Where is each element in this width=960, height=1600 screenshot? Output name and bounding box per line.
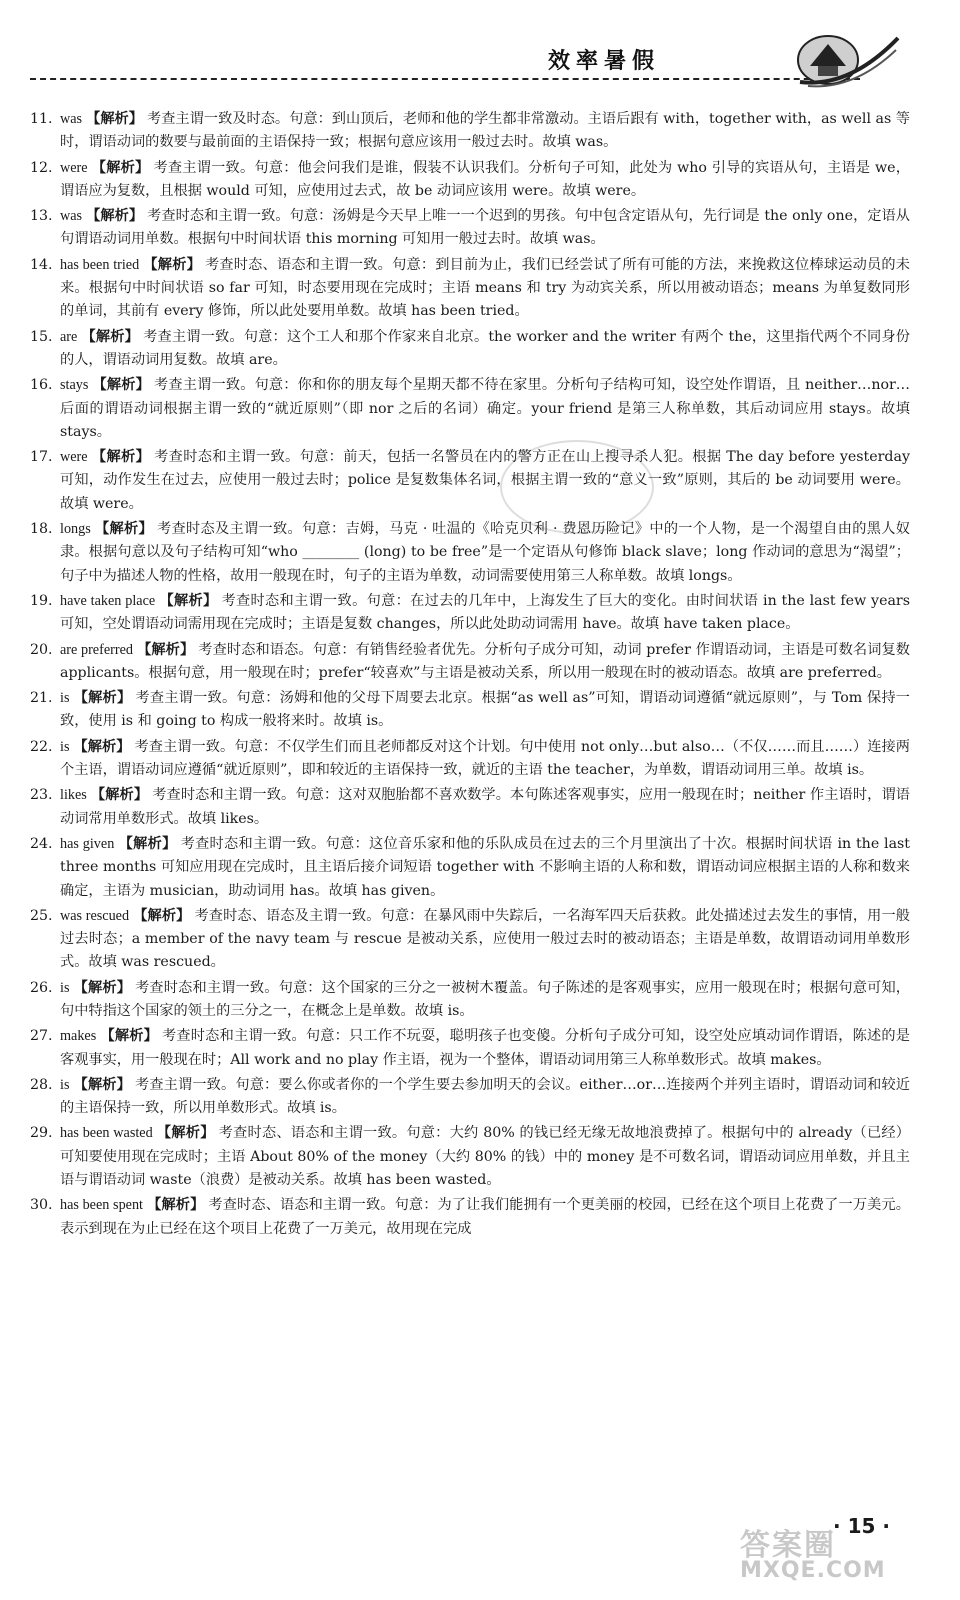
entry-answer: are: [60, 328, 78, 345]
entry-body: [60, 108, 910, 155]
entry-explanation: 考查时态和主谓一致。句意：汤姆是今天早上唯一一个迟到的男孩。句中包含定语从句，先行词是 the only one，定语从句谓语动词用单数。根据句中时间状语 this morning 可知用一般过去时。故填 was。: [60, 208, 910, 248]
answer-entry: [30, 254, 910, 324]
answer-entry: [30, 736, 910, 783]
analysis-tag: 【解析】: [86, 111, 143, 127]
analysis-tag: 【解析】: [147, 1197, 205, 1214]
entry-answer: was: [60, 111, 83, 127]
entry-explanation: 考查时态、语态和主谓一致。句意：大约 80% 的钱已经无缘无故地浪费掉了。根据句中的 already（已经）可知要使用现在完成时；主语 About 80% of the money（大约 80% 的钱）中的 money 是不可数名词，谓语动词应用单数，并且主语与谓语动词 waste（浪费）是被动关系。故填 has been wasted。: [60, 1125, 910, 1189]
entry-number: 28.: [30, 1076, 53, 1093]
analysis-tag: 【解析】: [133, 907, 191, 924]
entry-number: 15.: [30, 328, 53, 345]
answer-list: [30, 108, 910, 1243]
analysis-tag: 【解析】: [136, 641, 195, 658]
entry-explanation: 考查时态及主谓一致。句意：吉姆，马克 · 吐温的《哈克贝利 · 费恩历险记》中的一个人物，是一个渴望自由的黑人奴隶。根据句意以及句子结构可知“who ________ (long) to be free”是一个定语从句修饰 black slave；long 作动词的意思为“渴望”；句子中为描述人物的性格，故用一般现在时，句子的主语为单数，动词需要使用第三人称单数。故填 longs。: [60, 521, 910, 584]
answer-entry: [30, 205, 910, 252]
entry-number: 19.: [30, 592, 53, 609]
entry-body: [60, 374, 910, 444]
entry-body: [60, 205, 910, 252]
entry-explanation: 考查主谓一致。句意：汤姆和他的父母下周要去北京。根据“as well as”可知，谓语动词遵循“就远原则”，与 Tom 保持一致，使用 is 和 going to 构成一般将来时。故填 is。: [60, 690, 910, 730]
entry-answer: makes: [60, 1028, 97, 1045]
entry-answer: were: [60, 449, 88, 466]
entry-number: 24.: [30, 835, 53, 852]
analysis-tag: 【解析】: [73, 690, 132, 707]
entry-number: 17.: [30, 449, 53, 466]
entry-answer: is: [60, 979, 70, 996]
entry-answer: has given: [60, 835, 115, 852]
entry-answer: longs: [60, 521, 91, 538]
entry-answer: have taken place: [60, 592, 156, 609]
entry-answer: was rescued: [60, 907, 130, 924]
entry-number: 30.: [30, 1197, 53, 1214]
entry-explanation: 考查主谓一致。句意：不仅学生们而且老师都反对这个计划。句中使用 not only…but also…（不仅……而且……）连接两个主语，谓语动词应遵循“就近原则”，即和较近的主语保持一致，就近的主语 the teacher，为单数，谓语动词用三单。故填 is。: [60, 738, 910, 779]
analysis-tag: 【解析】: [156, 1125, 215, 1142]
entry-explanation: 考查时态和主谓一致。句意：只工作不玩耍，聪明孩子也变傻。分析句子成分可知，设空处应填动词作谓语，陈述的是客观事实，用一般现在时；All work and no play 作主语，视为一个整体，谓语动词用第三人称单数形式。故填 makes。: [60, 1028, 910, 1068]
entry-body: [60, 446, 910, 516]
entry-body: [60, 157, 910, 204]
entry-explanation: 考查主谓一致。句意：他会问我们是谁，假装不认识我们。分析句子可知，此处为 who 引导的宾语从句，主语是 we，谓语应为复数，且根据 would 可知，应使用过去式，故 be 动词应该用 were。故填 were。: [60, 159, 910, 199]
house-logo-icon: [790, 30, 900, 90]
entry-number: 16.: [30, 377, 53, 394]
entry-body: [60, 784, 910, 831]
entry-explanation: 考查时态和主谓一致。句意：前天，包括一名警员在内的警方正在山上搜寻杀人犯。根据 The day before yesterday 可知，动作发生在过去，应使用一般过去时；police 是复数集体名词，根据主谓一致的“意义一致”原则，其后的 be 动词要用 were。故填 were。: [60, 449, 910, 512]
analysis-tag: 【解析】: [91, 159, 150, 176]
page-number: · 15 ·: [833, 1514, 890, 1538]
entry-answer: is: [60, 690, 70, 707]
entry-answer: were: [60, 159, 88, 176]
entry-explanation: 考查时态、语态和主谓一致。句意：为了让我们能拥有一个更美丽的校园，已经在这个项目上花费了一万美元。表示到现在为止已经在这个项目上花费了一万美元，故用现在完成: [60, 1197, 910, 1237]
analysis-tag: 【解析】: [81, 328, 140, 345]
watermark-en: MXQE.COM: [740, 1558, 886, 1583]
entry-explanation: 考查主谓一致及时态。句意：到山顶后，老师和他的学生都非常激动。主语后跟有 with，together with，as well as 等时，谓语动词的数要与最前面的主语保持一致；根据句意应该用一般过去时。故填 was。: [60, 111, 910, 151]
analysis-tag: 【解析】: [92, 377, 151, 394]
answer-entry: [30, 687, 910, 734]
answer-entry: [30, 590, 910, 637]
entry-number: 11.: [30, 111, 53, 127]
entry-number: 23.: [30, 787, 53, 804]
analysis-tag: 【解析】: [90, 787, 149, 804]
entry-body: [60, 1122, 910, 1192]
analysis-tag: 【解析】: [91, 449, 151, 466]
entry-number: 29.: [30, 1125, 53, 1142]
entry-body: [60, 254, 910, 324]
entry-answer: is: [60, 1076, 70, 1093]
answer-entry: [30, 326, 910, 373]
entry-explanation: 考查时态和主谓一致。句意：在过去的几年中，上海发生了巨大的变化。由时间状语 in the last few years 可知，空处谓语动词需用现在完成时；主语是复数 changes，所以此处助动词需用 have。故填 have taken place。: [60, 592, 910, 633]
header-title: 效率暑假: [548, 49, 661, 74]
analysis-tag: 【解析】: [118, 835, 177, 852]
analysis-tag: 【解析】: [73, 738, 131, 755]
entry-body: [60, 977, 910, 1024]
entry-number: 27.: [30, 1028, 53, 1045]
header-divider: [30, 78, 860, 80]
entry-explanation: 考查时态和语态。句意：有销售经验者优先。分析句子成分可知，动词 prefer 作谓语动词，主语是可数名词复数 applicants。根据句意，用一般现在时；prefer“较喜欢”与主语是被动关系，所以用一般现在时的被动语态。故填 are preferred。: [60, 641, 910, 681]
answer-entry: [30, 374, 910, 444]
entry-number: 25.: [30, 907, 53, 924]
answer-entry: [30, 446, 910, 516]
entry-body: [60, 518, 910, 588]
analysis-tag: 【解析】: [73, 1076, 131, 1093]
entry-body: [60, 1074, 910, 1121]
entry-answer: has been tried: [60, 256, 140, 273]
answer-entry: [30, 784, 910, 831]
entry-explanation: 考查主谓一致。句意：这个工人和那个作家来自北京。the worker and the writer 有两个 the，这里指代两个不同身份的人，谓语动词用复数。故填 are。: [60, 328, 910, 368]
answer-entry: [30, 1122, 910, 1192]
entry-number: 21.: [30, 690, 53, 707]
answer-entry: [30, 1074, 910, 1121]
entry-explanation: 考查时态和主谓一致。句意：这位音乐家和他的乐队成员在过去的三个月里演出了十次。根据时间状语 in the last three months 可知应用现在完成时，且主语后接介词短语 together with 不影响主语的人称和数，谓语动词应根据主语的人称和数来确定，主语为 musician，助动词用 has。故填 has given。: [60, 835, 911, 899]
analysis-tag: 【解析】: [143, 256, 201, 273]
analysis-tag: 【解析】: [86, 208, 144, 225]
entry-explanation: 考查时态和主谓一致。句意：这个国家的三分之一被树木覆盖。句子陈述的是客观事实，应用一般现在时；根据句意可知，句中特指这个国家的领土的三分之一，在概念上是单数。故填 is。: [60, 979, 910, 1019]
analysis-tag: 【解析】: [73, 979, 132, 996]
entry-body: [60, 1194, 910, 1241]
answer-entry: [30, 108, 910, 155]
entry-body: [60, 326, 910, 373]
entry-body: [60, 905, 910, 975]
entry-answer: has been spent: [60, 1197, 143, 1214]
entry-answer: stays: [60, 377, 89, 394]
entry-body: [60, 1025, 910, 1072]
entry-answer: is: [60, 738, 70, 755]
answer-entry: [30, 639, 910, 686]
entry-number: 20.: [30, 641, 53, 658]
answer-entry: [30, 157, 910, 204]
entry-body: [60, 687, 910, 734]
entry-number: 12.: [30, 159, 53, 176]
analysis-tag: 【解析】: [159, 592, 218, 609]
entry-number: 13.: [30, 208, 53, 225]
entry-number: 18.: [30, 521, 53, 538]
entry-body: [60, 639, 910, 686]
entry-answer: was: [60, 208, 83, 225]
entry-explanation: 考查时态、语态及主谓一致。句意：在暴风雨中失踪后，一名海军四天后获救。此处描述过去发生的事情，用一般过去时态；a member of the navy team 与 rescue 是被动关系，应使用一般过去时的被动语态；主语是单数，故谓语动词用单数形式。故填 was rescued。: [60, 907, 910, 971]
entry-explanation: 考查时态、语态和主谓一致。句意：到目前为止，我们已经尝试了所有可能的方法，来挽救这位棒球运动员的未来。根据句中时间状语 so far 可知，时态要用现在完成时；主语 means 和 try 为动宾关系，所以用被动语态；means 为单复数同形的单词，其前有 every 修饰，所以此处要用单数。故填 has been tried。: [60, 256, 910, 320]
entry-body: [60, 590, 910, 637]
answer-entry: [30, 833, 910, 903]
entry-explanation: 考查时态和主谓一致。句意：这对双胞胎都不喜欢数学。本句陈述客观事实，应用一般现在时；neither 作主语时，谓语动词常用单数形式。故填 likes。: [60, 787, 910, 827]
analysis-tag: 【解析】: [94, 521, 154, 538]
entry-answer: likes: [60, 787, 87, 804]
answer-entry: [30, 977, 910, 1024]
answer-entry: [30, 905, 910, 975]
answer-entry: [30, 1025, 910, 1072]
page-header: [0, 0, 960, 100]
entry-explanation: 考查主谓一致。句意：要么你或者你的一个学生要去参加明天的会议。either…or…连接两个并列主语时，谓语动词和较近的主语保持一致，所以用单数形式。故填 is。: [60, 1076, 910, 1117]
watermark: [740, 1520, 930, 1583]
entry-explanation: 考查主谓一致。句意：你和你的朋友每个星期天都不待在家里。分析句子结构可知，设空处作谓语，且 neither…nor…后面的谓语动词根据主谓一致的“就近原则”（即 nor 之后的名词）确定。your friend 是第三人称单数，其后动词应用 stays。故填 stays。: [60, 377, 910, 440]
answer-entry: [30, 518, 910, 588]
entry-number: 14.: [30, 256, 53, 273]
answer-entry: [30, 1194, 910, 1241]
entry-number: 22.: [30, 738, 53, 755]
entry-body: [60, 833, 910, 903]
entry-answer: has been wasted: [60, 1125, 153, 1142]
entry-answer: are preferred: [60, 641, 133, 658]
entry-body: [60, 736, 910, 783]
analysis-tag: 【解析】: [100, 1028, 159, 1045]
watermark-cn: 答案圈: [740, 1528, 836, 1563]
entry-number: 26.: [30, 979, 53, 996]
